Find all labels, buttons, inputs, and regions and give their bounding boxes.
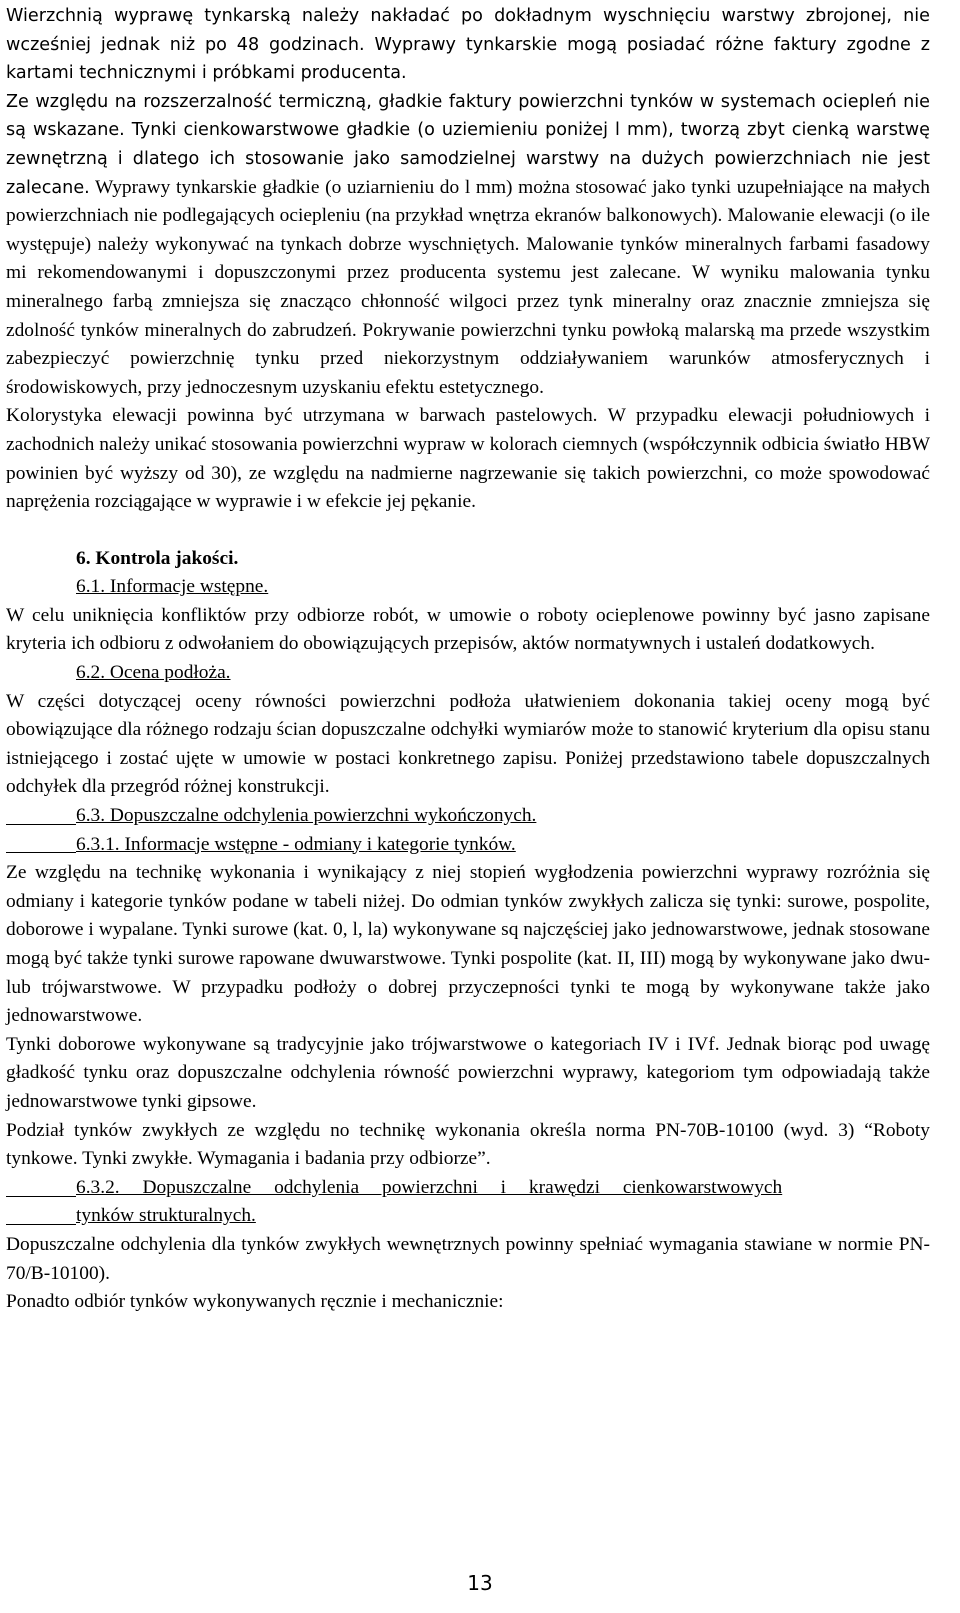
paragraph-smooth-textures xyxy=(6,88,930,403)
subsection-heading-tolerances: 6.3. Dopuszczalne odchylenia powierzchni wykończonych. xyxy=(6,802,930,831)
subsection-heading-thin-layer-tolerances xyxy=(6,1174,930,1231)
paragraph-smooth-textures-d: Malowanie tynków mineralnych farbami fasadowy mi rekomendowanymi i dopuszczonymi przez producenta systemu jest zalecane. W wyniku malowania tynku mineralnego farbą zmniejsza się znacząco chłonność wilgoci przez tynk mineralny oraz znacznie zmniejsza się zdolność tynków mineralnych do zabrudzeń. Pokrywanie powierzchni tynku powłoką malarską ma przede wszystkim zabezpieczyć powierzchnię tynku przed niekorzystnym oddziaływaniem warunków atmosferycznych i środowiskowych, przy jednoczesnym uzyskaniu efektu estetycznego. xyxy=(6,233,931,398)
paragraph-acceptance-criteria: W celu uniknięcia konfliktów przy odbiorze robót, w umowie o roboty ocieplenowe powinny być jasno zapisane kryteria ich odbioru z odwołaniem do obowiązujących przepisów, aktów normatywnych i ustaleń dodatkowych. xyxy=(6,604,930,655)
document-page xyxy=(6,2,930,1317)
subsection-heading-introduction: 6.1. Informacje wstępne. xyxy=(76,576,269,598)
page-number: 13 xyxy=(467,1571,493,1595)
paragraph-acceptance-methods: Ponadto odbiór tynków wykonywanych ręcznie i mechanicznie: xyxy=(6,1291,504,1313)
subsection-heading-thin-layer-line1: 6.3.2. Dopuszczalne odchylenia powierzchni i krawędzi cienkowarstwowych xyxy=(76,1176,783,1198)
paragraph-plaster-application: Wierzchnią wyprawę tynkarską należy nakładać po dokładnym wyschnięciu warstwy zbrojonej, nie wcześniej jednak niż po 48 godzinach. Wyprawy tynkarskie mogą posiadać różne faktury zgodne z kartami technicznymi i próbkami producenta. xyxy=(6,6,930,84)
subsection-heading-substrate-assessment: 6.2. Ocena podłoża. xyxy=(76,662,231,684)
paragraph-smooth-textures-a: Ze względu na rozszerzalność termiczną, gładkie faktury powierzchni tynków w systemach ociepleń nie są wskazane. Tynki cienkowarstwowe gładkie (o uziemieniu poniżej l mm), tworzą zbyt cienką warstwę zewnętrzną i dlatego ich stosowanie jako samodzielnej warstwy na dużych powierzchniach nie jest zalecane. xyxy=(6,91,930,198)
paragraph-standard-reference: Podział tynków zwykłych ze względu no technikę wykonania określa norma PN-70B-10100 (wyd. 3) “Roboty tynkowe. Tynki zwykłe. Wymagania i badania przy odbiorze”. xyxy=(6,1119,930,1170)
subsection-heading-plaster-categories: 6.3.1. Informacje wstępne - odmiany i kategorie tynków. xyxy=(6,831,930,860)
paragraph-internal-tolerances: Dopuszczalne odchylenia dla tynków zwykłych wewnętrznych powinny spełniać wymagania stawiane w normie PN-70/B-10100). xyxy=(6,1233,930,1284)
paragraph-smooth-textures-c: Malowanie elewacji (o ile występuje) należy wykonywać na tynkach dobrze wyschniętych. xyxy=(6,205,931,255)
paragraph-colour-scheme: Kolorystyka elewacji powinna być utrzymana w barwach pastelowych. W przypadku elewacji południowych i zachodnich należy unikać stosowania powierzchni wypraw w kolorach ciemnych (współczynnik odbicia światło HBW powinien być wyższy od 30), ze względu na nadmierne nagrzewanie się takich powierzchni, co może spowodować naprężenia rozciągające w wyprawie i w efekcie jej pękanie. xyxy=(6,405,930,513)
paragraph-plaster-types: Ze względu na technikę wykonania i wynikający z niej stopień wygłodzenia powierzchni wyprawy rozróżnia się odmiany i kategorie tynków podane w tabeli niżej. Do odmian tynków zwykłych zalicza się tynki: surowe, pospolite, doborowe i wypalane. Tynki surowe (kat. 0, l, la) wykonywane sq najczęściej jako jednowarstwowe, jednak stosowane mogą być także tynki surowe rapowane dwuwarstwowe. Tynki pospolite (kat. II, III) mogą by wykonywane jako dwu- lub trójwarstwowe. W przypadku podłoży o dobrej przyczepności tynki te mogą by wykonywane także jako jednowarstwowe. xyxy=(6,862,930,1027)
section-heading-quality-control: 6. Kontrola jakości. xyxy=(76,547,239,569)
subsection-heading-thin-layer-line2: tynków strukturalnych. xyxy=(76,1205,256,1227)
paragraph-substrate-assessment: W części dotyczącej oceny równości powierzchni podłoża ułatwieniem dokonania takiej oceny mogą być obowiązujące dla różnego rodzaju ścian dopuszczalne odchyłki wymiarów może to stanowić kryterium dla opisu stanu istniejącego i zostać ujęte w umowie w postaci konkretnego zapisu. Poniżej przedstawiono tabele dopuszczalnych odchyłek dla przegród różnej konstrukcji. xyxy=(6,690,930,798)
paragraph-smooth-textures-b: Wyprawy tynkarskie gładkie (o uziarnieniu do l mm) można stosować jako tynki uzupełniające na małych powierzchniach nie podlegających ociepleniu (na przykład wnętrza ekranów balkonowych). xyxy=(6,176,930,227)
spacer xyxy=(6,517,930,545)
paragraph-select-plasters: Tynki doborowe wykonywane są tradycyjnie jako trójwarstwowe o kategoriach IV i IVf. Jednak biorąc pod uwagę gładkość tynku oraz dopuszczalne odchylenia równość powierzchni wyprawy, kategoriom tym odpowiadają także jednowarstwowe tynki gipsowe. xyxy=(6,1033,930,1112)
